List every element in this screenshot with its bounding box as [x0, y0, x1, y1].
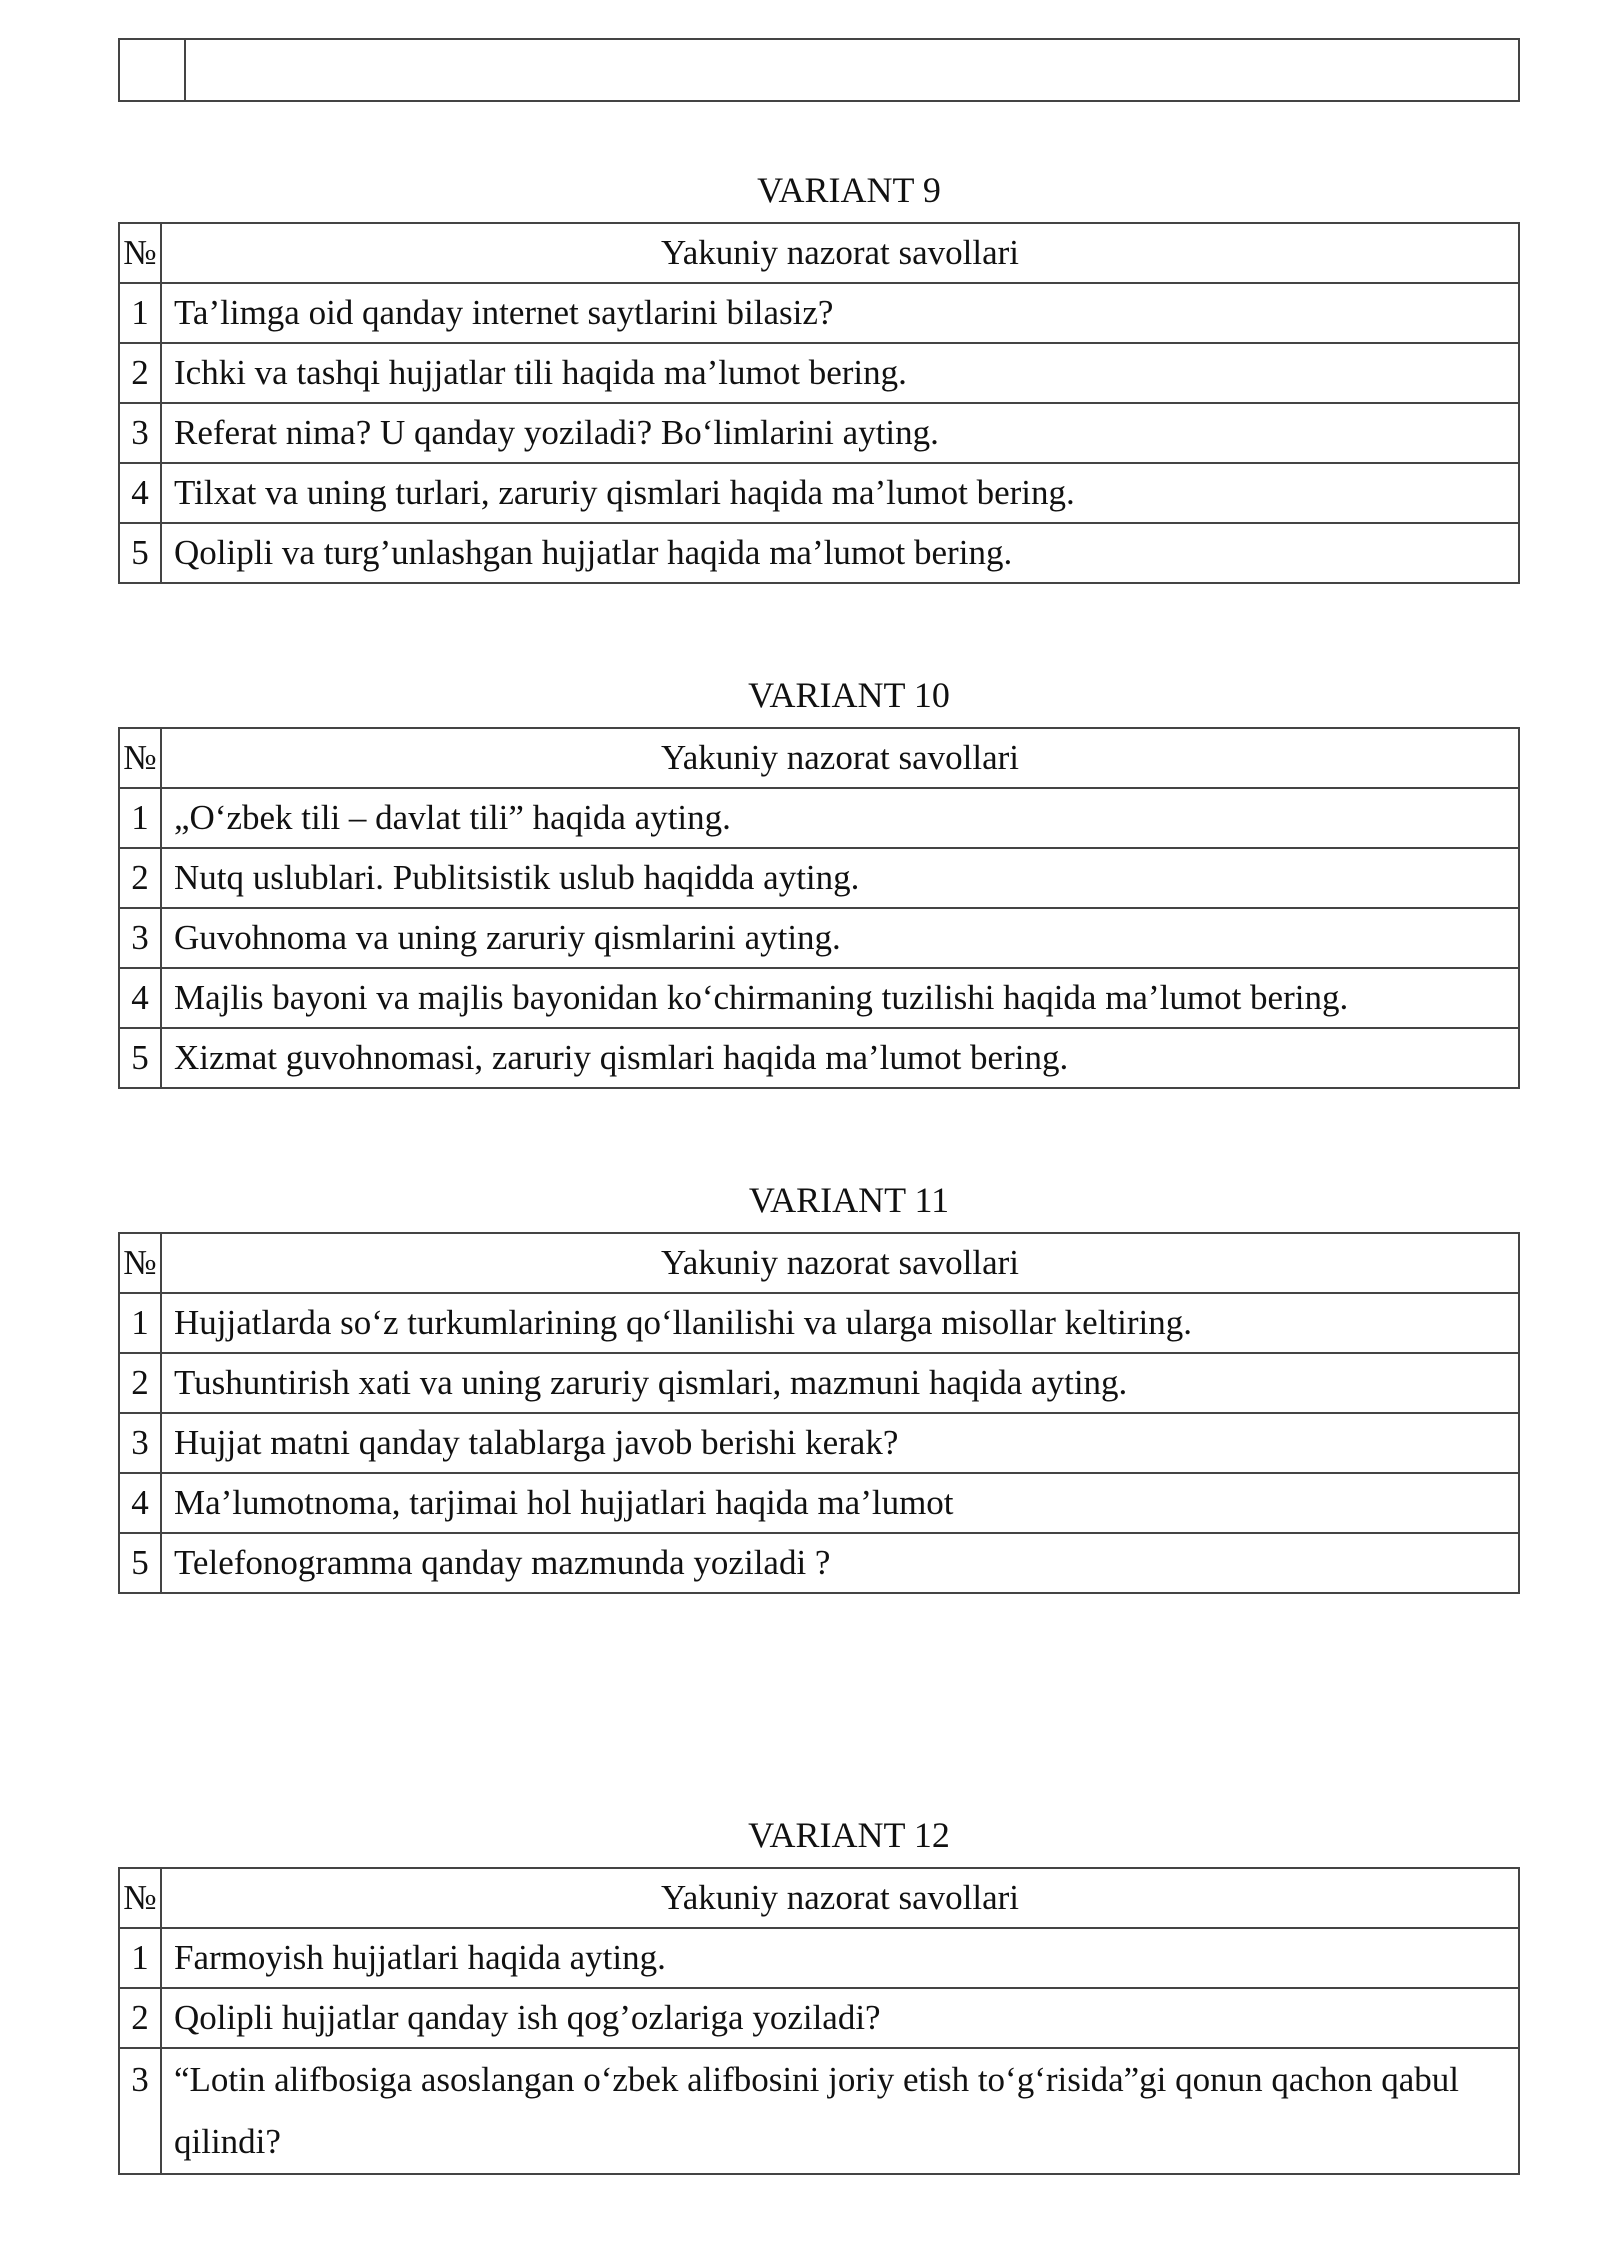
table-header-row — [119, 728, 1519, 788]
question-number: 5 — [119, 1533, 161, 1593]
table-row — [119, 1533, 1519, 1593]
question-text: Guvohnoma va uning zaruriy qismlarini ayting. — [161, 908, 1519, 968]
table-row — [119, 848, 1519, 908]
table-row — [119, 788, 1519, 848]
table-row — [119, 1473, 1519, 1533]
number-header: № — [119, 223, 161, 283]
question-number: 2 — [119, 343, 161, 403]
question-number: 1 — [119, 788, 161, 848]
question-text: Tilxat va uning turlari, zaruriy qismlari haqida ma’lumot bering. — [161, 463, 1519, 523]
question-number: 3 — [119, 2048, 161, 2174]
questions-table — [118, 727, 1520, 1089]
table-row — [119, 2048, 1519, 2174]
previous-table-empty-row — [118, 38, 1520, 102]
question-number: 5 — [119, 523, 161, 583]
questions-header: Yakuniy nazorat savollari — [161, 1233, 1519, 1293]
question-number: 3 — [119, 908, 161, 968]
table-row — [119, 908, 1519, 968]
questions-table — [118, 1232, 1520, 1594]
question-text: Ta’limga oid qanday internet saytlarini bilasiz? — [161, 283, 1519, 343]
question-text: Ma’lumotnoma, tarjimai hol hujjatlari haqida ma’lumot — [161, 1473, 1519, 1533]
table-row — [119, 1988, 1519, 2048]
questions-table — [118, 222, 1520, 584]
variant-title: VARIANT 10 — [748, 675, 950, 715]
questions-table — [118, 1867, 1520, 2175]
question-text: Farmoyish hujjatlari haqida ayting. — [161, 1928, 1519, 1988]
table-row — [119, 463, 1519, 523]
question-number: 1 — [119, 283, 161, 343]
table-row — [119, 1293, 1519, 1353]
table-row — [119, 523, 1519, 583]
table-header-row — [119, 223, 1519, 283]
question-number: 4 — [119, 968, 161, 1028]
question-text: Qolipli va turg’unlashgan hujjatlar haqida ma’lumot bering. — [161, 523, 1519, 583]
questions-header: Yakuniy nazorat savollari — [161, 728, 1519, 788]
question-text: Hujjat matni qanday talablarga javob berishi kerak? — [161, 1413, 1519, 1473]
empty-number-cell — [120, 40, 186, 100]
question-text: Tushuntirish xati va uning zaruriy qismlari, mazmuni haqida ayting. — [161, 1353, 1519, 1413]
table-header-row — [119, 1233, 1519, 1293]
number-header: № — [119, 1868, 161, 1928]
question-number: 1 — [119, 1293, 161, 1353]
question-number: 3 — [119, 1413, 161, 1473]
question-number: 2 — [119, 1988, 161, 2048]
variant-title: VARIANT 9 — [757, 170, 941, 210]
question-text: “Lotin alifbosiga asoslangan o‘zbek alifbosini joriy etish to‘g‘risida”gi qonun qachon qabul qilindi? — [161, 2048, 1519, 2174]
table-row — [119, 1928, 1519, 1988]
number-header: № — [119, 728, 161, 788]
table-row — [119, 403, 1519, 463]
question-number: 4 — [119, 1473, 161, 1533]
question-text: Hujjatlarda so‘z turkumlarining qo‘llanilishi va ularga misollar keltiring. — [161, 1293, 1519, 1353]
question-text: Xizmat guvohnomasi, zaruriy qismlari haqida ma’lumot bering. — [161, 1028, 1519, 1088]
table-row — [119, 1028, 1519, 1088]
question-number: 5 — [119, 1028, 161, 1088]
question-number: 4 — [119, 463, 161, 523]
table-row — [119, 343, 1519, 403]
table-row — [119, 1413, 1519, 1473]
table-row — [119, 1353, 1519, 1413]
question-number: 3 — [119, 403, 161, 463]
table-row — [119, 283, 1519, 343]
question-text: Qolipli hujjatlar qanday ish qog’ozlariga yoziladi? — [161, 1988, 1519, 2048]
questions-header: Yakuniy nazorat savollari — [161, 223, 1519, 283]
variant-title: VARIANT 11 — [748, 1180, 950, 1220]
question-text: „O‘zbek tili – davlat tili” haqida ayting. — [161, 788, 1519, 848]
table-header-row — [119, 1868, 1519, 1928]
question-text: Majlis bayoni va majlis bayonidan ko‘chirmaning tuzilishi haqida ma’lumot bering. — [161, 968, 1519, 1028]
questions-header: Yakuniy nazorat savollari — [161, 1868, 1519, 1928]
question-number: 2 — [119, 1353, 161, 1413]
question-text: Nutq uslublari. Publitsistik uslub haqidda ayting. — [161, 848, 1519, 908]
variant-title: VARIANT 12 — [748, 1815, 950, 1855]
question-text: Telefonogramma qanday mazmunda yoziladi ? — [161, 1533, 1519, 1593]
table-row — [119, 968, 1519, 1028]
number-header: № — [119, 1233, 161, 1293]
question-number: 1 — [119, 1928, 161, 1988]
question-text: Referat nima? U qanday yoziladi? Bo‘limlarini ayting. — [161, 403, 1519, 463]
question-number: 2 — [119, 848, 161, 908]
question-text: Ichki va tashqi hujjatlar tili haqida ma’lumot bering. — [161, 343, 1519, 403]
